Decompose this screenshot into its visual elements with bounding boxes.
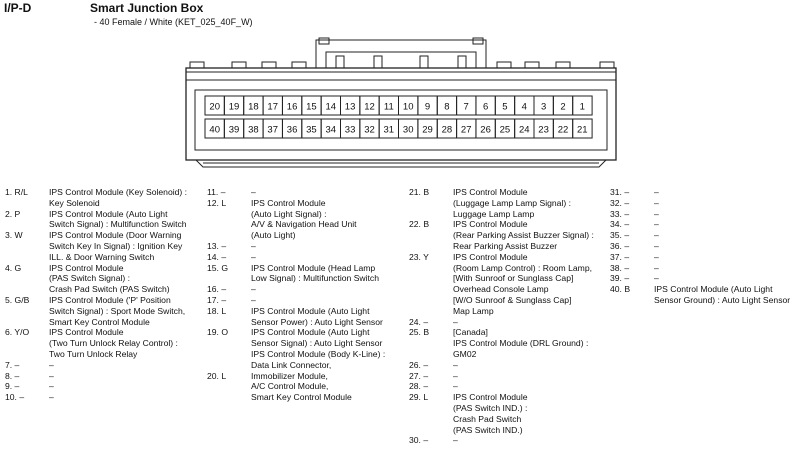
connector-code: I/P-D: [4, 1, 32, 15]
pin-entry: [610, 252, 790, 263]
pin-label: 40. B: [610, 284, 631, 295]
pin-number: 25: [499, 124, 511, 136]
pin-label: 11. –: [207, 187, 226, 197]
pin-entry: [207, 284, 385, 295]
pin-label: 39. –: [610, 273, 630, 284]
pin-label: 21. B: [409, 187, 430, 197]
pin-number: 12: [364, 101, 375, 113]
pin-number: 40: [209, 124, 220, 136]
pin-number: 37: [267, 124, 278, 136]
pin-entry: [409, 317, 594, 328]
pin-label: 4. G: [5, 262, 22, 273]
pin-entry: [610, 241, 790, 252]
pin-label: 34. –: [610, 219, 630, 230]
pin-number: 11: [383, 101, 394, 113]
pin-number: 34: [325, 124, 337, 136]
pin-number: 35: [306, 124, 317, 136]
connector-drawing: [0, 0, 800, 185]
pin-number: 19: [228, 101, 240, 113]
pin-label: 31. –: [610, 187, 630, 197]
pin-description: IPS Control Module (Luggage Lamp Lamp Signal) : Luggage Lamp Lamp: [453, 187, 572, 219]
pin-number: 17: [267, 101, 278, 113]
pin-number: 3: [540, 101, 547, 113]
pin-description: –: [251, 240, 256, 251]
pin-description: Immobilizer Module, A/C Control Module, Smart Key Control Module: [251, 370, 352, 403]
pin-entry: [409, 187, 594, 219]
pin-number: 16: [286, 101, 298, 113]
pin-description: IPS Control Module (Rear Parking Assist Buzzer Signal) : Rear Parking Assist Buzzer: [453, 219, 594, 251]
pin-description: –: [453, 435, 458, 446]
pin-entry: [610, 230, 790, 241]
pin-description: IPS Control Module ('P' Position Switch Signal) : Sport Mode Switch, Smart Key Control Module: [49, 294, 186, 327]
pin-number: 6: [482, 101, 489, 113]
pin-label: 37. –: [610, 251, 630, 262]
pin-description: –: [251, 187, 256, 197]
pin-description: IPS Control Module (Auto Light Signal) : A/V & Navigation Head Unit (Auto Light): [251, 197, 357, 241]
pin-description: –: [654, 230, 659, 241]
pin-number: 2: [560, 101, 566, 113]
pin-label: 20. L: [207, 370, 227, 381]
pin-number: 14: [325, 101, 337, 113]
pin-number: 27: [460, 124, 472, 136]
pin-entry: [5, 381, 187, 392]
pin-entry: [409, 219, 594, 251]
pin-label: 10. –: [5, 392, 25, 403]
pin-entry: [5, 209, 187, 231]
pin-label: 25. B: [409, 327, 430, 338]
pin-number: 7: [463, 101, 469, 113]
pin-number: 31: [383, 124, 395, 136]
pin-entry: [5, 187, 187, 209]
pin-description: –: [453, 359, 458, 370]
pin-label: 5. G/B: [5, 294, 30, 305]
pin-number: 1: [579, 101, 585, 113]
pin-description: –: [49, 370, 54, 381]
pin-label: 19. O: [207, 327, 229, 338]
pin-label: 17. –: [207, 294, 227, 305]
pin-entry: [610, 263, 790, 274]
pin-description: –: [49, 381, 54, 392]
pin-entry: [409, 360, 594, 371]
pin-description: –: [654, 273, 659, 284]
pin-entry: [5, 371, 187, 382]
pin-number: 26: [480, 124, 491, 136]
pin-label: 29. L: [409, 392, 429, 403]
pin-entry: [610, 198, 790, 209]
page-title: Smart Junction Box: [90, 1, 204, 15]
pin-description: –: [654, 262, 659, 273]
pin-description: IPS Control Module (Head Lamp Low Signal) : Multifunction Switch: [251, 262, 380, 284]
pin-number: 21: [577, 124, 588, 136]
pin-description: –: [654, 219, 659, 230]
pin-label: 14. –: [207, 251, 227, 262]
pin-description: IPS Control Module (PAS Switch Signal) : Crash Pad Switch (PAS Switch): [49, 262, 170, 295]
pin-label: 15. G: [207, 262, 229, 273]
connector-housing: [186, 68, 616, 167]
pin-column: [610, 187, 790, 306]
pin-description: –: [453, 381, 458, 392]
pin-description: –: [251, 251, 256, 262]
pin-description: IPS Control Module (Room Lamp Control) : Room Lamp, [With Sunroof or Sunglass Cap] Overhead Console Lamp [W/O Sunroof & Sunglass Cap] Map Lamp: [453, 251, 592, 316]
pin-description: –: [654, 240, 659, 251]
pin-column: [207, 187, 385, 403]
pin-description: IPS Control Module (Auto Light Sensor Power) : Auto Light Sensor: [251, 305, 383, 327]
pin-number: 20: [209, 101, 220, 113]
pin-label: 13. –: [207, 240, 227, 251]
pin-description: –: [49, 359, 54, 370]
pin-label: 36. –: [610, 240, 630, 251]
pin-label: 35. –: [610, 230, 630, 241]
pin-description: –: [453, 370, 458, 381]
pin-entry: [610, 187, 790, 198]
pin-label: 30. –: [409, 435, 429, 446]
pin-number: 33: [344, 124, 356, 136]
pin-entry: [207, 371, 385, 403]
pin-number: 32: [364, 124, 375, 136]
pin-entry: [5, 230, 187, 262]
pin-label: 18. L: [207, 305, 227, 316]
pin-description: –: [654, 197, 659, 208]
pin-number: 30: [402, 124, 414, 136]
pin-entry: [207, 263, 385, 285]
pin-label: 22. B: [409, 219, 430, 230]
pin-number: 15: [306, 101, 317, 113]
pin-number: 9: [424, 101, 431, 113]
pin-description: IPS Control Module (Door Warning Switch Key In Signal) : Ignition Key ILL. & Door Warning Switch: [49, 230, 183, 262]
pin-description: IPS Control Module (PAS Switch IND.) : Crash Pad Switch (PAS Switch IND.): [453, 392, 528, 435]
pin-label: 32. –: [610, 197, 630, 208]
pin-number: 4: [521, 101, 527, 113]
connector-keys: [190, 62, 614, 68]
pin-description: IPS Control Module (Auto Light Sensor Signal) : Auto Light Sensor IPS Control Module (Body K-Line) : Data Link Connector,: [251, 327, 386, 370]
pin-label: 3. W: [5, 230, 23, 241]
pin-entry: [5, 392, 187, 403]
pin-description: [Canada] IPS Control Module (DRL Ground) : GM02: [453, 327, 589, 359]
pin-column: [409, 187, 594, 446]
pin-description: –: [654, 187, 659, 197]
pin-entry: [610, 273, 790, 284]
pin-entry: [207, 306, 385, 328]
pin-label: 16. –: [207, 284, 227, 295]
pin-label: 23. Y: [409, 251, 429, 262]
pin-number: 23: [538, 124, 549, 136]
pin-entry: [5, 263, 187, 295]
pin-entry: [5, 295, 187, 327]
pin-number: 36: [286, 124, 298, 136]
pin-label: 24. –: [409, 316, 429, 327]
pin-entry: [207, 241, 385, 252]
pin-description: –: [251, 294, 256, 305]
pin-entry: [409, 392, 594, 435]
pin-entry: [5, 327, 187, 359]
pin-number: 29: [422, 124, 433, 136]
pin-label: 28. –: [409, 381, 429, 392]
pin-label: 38. –: [610, 262, 630, 273]
pin-label: 8. –: [5, 370, 20, 381]
pin-entry: [409, 252, 594, 317]
pin-number: 8: [444, 101, 450, 113]
pin-entry: [610, 209, 790, 220]
pin-number: 28: [441, 124, 453, 136]
pin-entry: [207, 295, 385, 306]
pin-label: 12. L: [207, 197, 227, 208]
pin-label: 2. P: [5, 208, 21, 219]
pin-description: –: [453, 316, 458, 327]
pin-entry: [409, 371, 594, 382]
pin-description: –: [49, 392, 54, 403]
pin-entry: [207, 187, 385, 198]
pin-entry: [207, 327, 385, 370]
pin-entry: [207, 198, 385, 241]
pin-entry: [207, 252, 385, 263]
pin-entry: [5, 360, 187, 371]
pin-label: 7. –: [5, 359, 20, 370]
pin-entry: [409, 435, 594, 446]
pin-number: 13: [344, 101, 356, 113]
pin-number: 10: [402, 101, 414, 113]
pin-description: IPS Control Module (Auto Light Switch Signal) : Multifunction Switch: [49, 208, 187, 230]
pin-description: IPS Control Module (Key Solenoid) : Key Solenoid: [49, 187, 188, 208]
pin-description: IPS Control Module (Two Turn Unlock Relay Control) : Two Turn Unlock Relay: [49, 327, 178, 359]
connector-spec: - 40 Female / White (KET_025_40F_W): [94, 17, 253, 27]
pin-column: [5, 187, 187, 403]
pin-label: 26. –: [409, 359, 429, 370]
pin-label: 33. –: [610, 208, 630, 219]
pin-label: 6. Y/O: [5, 327, 30, 338]
pin-label: 1. R/L: [5, 187, 28, 197]
pin-entry: [610, 219, 790, 230]
pin-number: 38: [248, 124, 259, 136]
pin-number: 18: [248, 101, 259, 113]
pin-label: 9. –: [5, 381, 20, 392]
pin-number: 24: [519, 124, 530, 136]
pin-label: 27. –: [409, 370, 429, 381]
pin-description: –: [251, 284, 256, 295]
pin-description: –: [654, 208, 659, 219]
pin-entry: [409, 327, 594, 359]
pin-description: –: [654, 251, 659, 262]
connector-latch: [316, 38, 486, 68]
pin-number: 39: [228, 124, 240, 136]
pin-number: 22: [557, 124, 569, 136]
pin-entry: [610, 284, 790, 306]
pin-number: 5: [502, 101, 508, 113]
pin-entry: [409, 381, 594, 392]
pin-description: IPS Control Module (Auto Light Sensor Ground) : Auto Light Sensor: [654, 284, 791, 305]
